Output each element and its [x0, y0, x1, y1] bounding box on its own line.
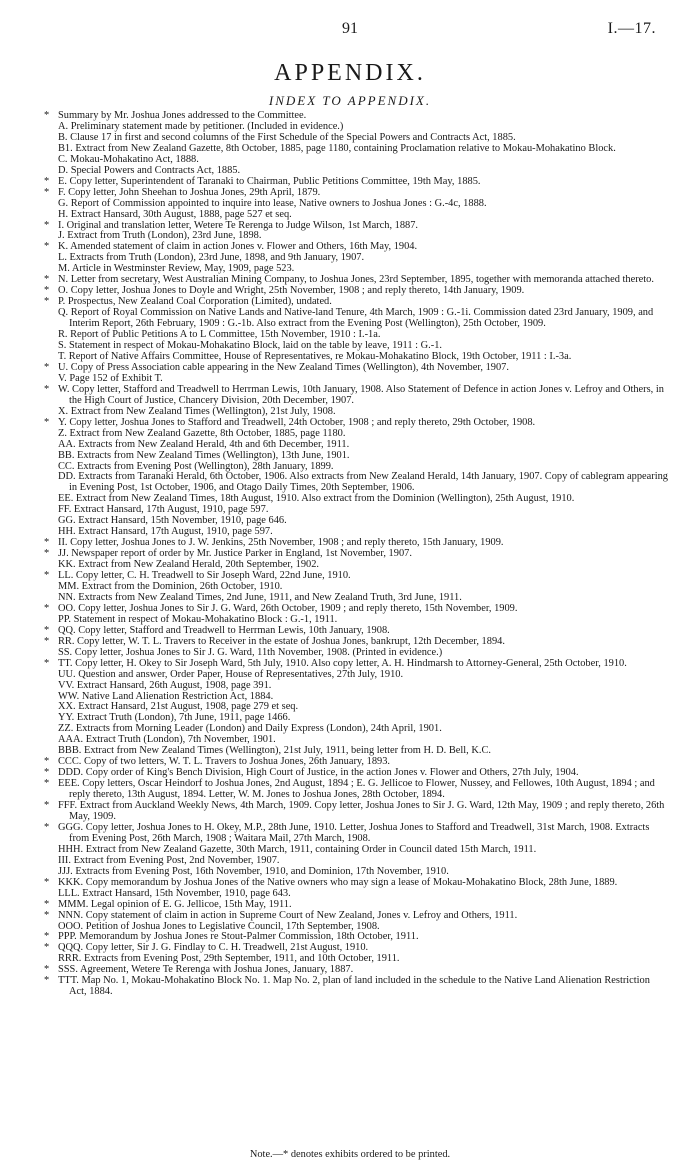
- entry-text: RR. Copy letter, W. T. L. Travers to Receiver in the estate of Joshua Jones, bankrupt, 12th December, 1894.: [58, 635, 505, 647]
- entry-text: CC. Extracts from Evening Post (Wellington), 28th January, 1899.: [58, 460, 334, 472]
- entry-text: FF. Extract Hansard, 17th August, 1910, page 597.: [58, 504, 269, 516]
- print-marker: *: [44, 821, 50, 833]
- entry-text: GGG. Copy letter, Joshua Jones to H. Okey, M.P., 28th June, 1910. Letter, Joshua Jones to Stafford and Treadwell, 31st March, 1908. Extracts from Evening Post, 26th March, 1908 ; Waitara Mail, 27th March, 1908.: [58, 821, 650, 844]
- entry-text: HHH. Extract from New Zealand Gazette, 30th March, 1911, containing Order in Council dated 15th March, 1911.: [58, 843, 537, 855]
- entry-text: R. Report of Public Petitions A to L Committee, 15th November, 1910 : I.-1a.: [58, 329, 381, 341]
- entry-text: ZZ. Extracts from Morning Leader (London) and Daily Express (London), 24th April, 1901.: [58, 723, 442, 735]
- print-marker: *: [44, 537, 50, 549]
- entry-text: RRR. Extracts from Evening Post, 29th September, 1911, and 10th October, 1911.: [58, 953, 400, 965]
- entry-text: AAA. Extract Truth (London), 7th November, 1901.: [58, 734, 276, 746]
- print-marker: *: [44, 186, 50, 198]
- entry-text: II. Copy letter, Joshua Jones to J. W. Jenkins, 25th November, 1908 ; and reply thereto, 15th January, 1909.: [58, 537, 504, 549]
- index-entry: [58, 308, 668, 330]
- print-marker: *: [44, 931, 50, 943]
- print-marker: *: [44, 241, 50, 253]
- entry-text: CCC. Copy of two letters, W. T. L. Travers to Joshua Jones, 26th January, 1893.: [58, 756, 391, 768]
- print-marker: *: [44, 975, 50, 987]
- entry-text: V. Page 152 of Exhibit T.: [58, 372, 163, 384]
- print-marker: *: [44, 624, 50, 636]
- entry-text: OO. Copy letter, Joshua Jones to Sir J. G. Ward, 26th October, 1909 ; and reply thereto, 15th November, 1909.: [58, 602, 518, 614]
- footnote: Note.—* denotes exhibits ordered to be printed.: [249, 1149, 451, 1160]
- entry-text: LLL. Extract Hansard, 15th November, 1910, page 643.: [58, 887, 291, 899]
- page-title: APPENDIX.: [274, 60, 426, 86]
- entry-text: N. Letter from secretary, West Australian Mining Company, to Joshua Jones, 23rd September, 1895, together with memoranda attached thereto.: [58, 274, 654, 286]
- entry-text: TTT. Map No. 1, Mokau-Mohakatino Block No. 1. Map No. 2, plan of land included in the schedule to the Native Land Alienation Restriction Act, 1884.: [58, 975, 650, 998]
- entry-text: VV. Extract Hansard, 26th August, 1908, page 391.: [58, 679, 272, 691]
- entry-text: M. Article in Westminster Review, May, 1909, page 523.: [58, 263, 295, 275]
- print-marker: *: [44, 274, 50, 286]
- entry-text: YY. Extract Truth (London), 7th June, 1911, page 1466.: [58, 712, 291, 724]
- entry-text: O. Copy letter, Joshua Jones to Doyle and Wright, 25th November, 1908 ; and reply thereto, 14th January, 1909.: [58, 285, 525, 297]
- entry-text: TT. Copy letter, H. Okey to Sir Joseph Ward, 5th July, 1910. Also copy letter, A. H. Hindmarsh to Attorney-General, 25th October, 1910.: [58, 657, 627, 669]
- entry-text: D. Special Powers and Contracts Act, 1885.: [58, 164, 241, 176]
- entry-text: X. Extract from New Zealand Times (Wellington), 21st July, 1908.: [58, 405, 336, 417]
- print-marker: *: [44, 964, 50, 976]
- print-marker: *: [44, 778, 50, 790]
- print-marker: *: [44, 876, 50, 888]
- entry-text: JJJ. Extracts from Evening Post, 16th November, 1910, and Dominion, 17th November, 1910.: [58, 865, 449, 877]
- entry-text: B. Clause 17 in first and second columns of the First Schedule of the Special Powers and Contracts Act, 1885.: [58, 131, 516, 143]
- entry-text: T. Report of Native Affairs Committee, House of Representatives, re Mokau-Mohakatino Block, 19th October, 1911 : I.-3a.: [58, 350, 572, 362]
- print-marker: *: [44, 110, 50, 121]
- entry-text: NNN. Copy statement of claim in action in Supreme Court of New Zealand, Jones v. Lefroy and Others, 1911.: [58, 909, 518, 921]
- page-number: 91: [342, 20, 358, 37]
- entry-text: GG. Extract Hansard, 15th November, 1910, page 646.: [58, 515, 287, 527]
- print-marker: *: [44, 657, 50, 669]
- entry-text: P. Prospectus, New Zealand Coal Corporation (Limited), undated.: [58, 296, 332, 308]
- entry-text: U. Copy of Press Association cable appearing in the New Zealand Times (Wellington), 4th November, 1907.: [58, 361, 509, 373]
- entry-text: I. Original and translation letter, Wetere Te Rerenga to Judge Wilson, 1st March, 1887.: [58, 219, 419, 231]
- entry-text: DDD. Copy order of King's Bench Division, High Court of Justice, in the action Jones v. Flower and Others, 27th July, 1904.: [58, 767, 579, 779]
- entry-text: KKK. Copy memorandum by Joshua Jones of the Native owners who may sign a lease of Mokau-Mohakatino Block, 28th June, 1889.: [58, 876, 618, 888]
- print-marker: *: [44, 219, 50, 231]
- print-marker: *: [44, 898, 50, 910]
- index-entry: [44, 821, 668, 845]
- entry-text: H. Extract Hansard, 30th August, 1888, page 527 et seq.: [58, 208, 292, 220]
- print-marker: *: [44, 548, 50, 560]
- entry-text: L. Extracts from Truth (London), 23rd June, 1898, and 9th January, 1907.: [58, 252, 365, 264]
- entry-text: SS. Copy letter, Joshua Jones to Sir J. G. Ward, 11th November, 1908. (Printed in evidence.): [58, 646, 443, 658]
- entry-text: AA. Extracts from New Zealand Herald, 4th and 6th December, 1911.: [58, 438, 350, 450]
- index-list: [44, 110, 668, 998]
- index-entry: [44, 800, 668, 823]
- print-marker: *: [44, 942, 50, 954]
- entry-text: KK. Extract from New Zealand Herald, 20th September, 1902.: [58, 559, 319, 571]
- print-marker: *: [44, 383, 50, 395]
- entry-text: F. Copy letter, John Sheehan to Joshua Jones, 29th April, 1879.: [58, 186, 321, 198]
- entry-text: EE. Extract from New Zealand Times, 18th August, 1910. Also extract from the Dominion (Wellington), 25th August, 1910.: [58, 493, 575, 505]
- print-marker: *: [44, 296, 50, 308]
- print-marker: *: [44, 285, 50, 297]
- entry-text: W. Copy letter, Stafford and Treadwell to Herrman Lewis, 10th January, 1908. Also Statement of Defence in action Jones v. Lefroy and Others, in the High Court of Justice, Chancery Division, 20th December, 1907.: [58, 383, 664, 406]
- entry-text: J. Extract from Truth (London), 23rd June, 1898.: [58, 230, 262, 242]
- entry-text: Q. Report of Royal Commission on Native Lands and Native-land Tenure, 4th March, 1909 : G.-1i. Commission dated 23rd January, 1909, and Interim Report, 26th February, 1909 : G.-1b. Also extract from the Evening Post (Wellington), 25th October, 1909.: [58, 307, 654, 330]
- index-entry: [44, 383, 668, 407]
- index-entry: [58, 472, 668, 494]
- print-marker: *: [44, 570, 50, 582]
- entry-text: PPP. Memorandum by Joshua Jones re Stout-Palmer Commission, 18th October, 1911.: [58, 931, 419, 943]
- entry-text: E. Copy letter, Superintendent of Taranaki to Chairman, Public Petitions Committee, 19th May, 1885.: [58, 175, 481, 187]
- print-marker: *: [44, 635, 50, 647]
- entry-text: MM. Extract from the Dominion, 26th October, 1910.: [58, 580, 283, 592]
- print-marker: *: [44, 175, 50, 187]
- entry-text: NN. Extracts from New Zealand Times, 2nd June, 1911, and New Zealand Truth, 3rd June, 1911.: [58, 591, 462, 603]
- print-marker: *: [44, 767, 50, 779]
- print-marker: *: [44, 909, 50, 921]
- entry-text: K. Amended statement of claim in action Jones v. Flower and Others, 16th May, 1904.: [58, 241, 418, 253]
- entry-text: B1. Extract from New Zealand Gazette, 8th October, 1885, page 1180, containing Proclamation relative to Mokau-Mohakatino Block.: [58, 142, 616, 154]
- entry-text: S. Statement in respect of Mokau-Mohakatino Block, laid on the table by leave, 1911 : G.-1.: [58, 340, 442, 352]
- index-subtitle: INDEX TO APPENDIX.: [268, 93, 432, 108]
- entry-text: SSS. Agreement, Wetere Te Rerenga with Joshua Jones, January, 1887.: [58, 964, 354, 976]
- entry-text: QQQ. Copy letter, Sir J. G. Findlay to C. H. Treadwell, 21st August, 1910.: [58, 942, 369, 954]
- entry-text: HH. Extract Hansard, 17th August, 1910, page 597.: [58, 526, 273, 538]
- entry-text: WW. Native Land Alienation Restriction Act, 1884.: [58, 690, 274, 702]
- print-marker: *: [44, 756, 50, 768]
- entry-text: QQ. Copy letter, Stafford and Treadwell to Herrman Lewis, 10th January, 1908.: [58, 624, 390, 636]
- print-marker: *: [44, 602, 50, 614]
- entry-text: BB. Extracts from New Zealand Times (Wellington), 13th June, 1901.: [58, 449, 350, 461]
- entry-text: C. Mokau-Mohakatino Act, 1888.: [58, 153, 199, 165]
- entry-text: MMM. Legal opinion of E. G. Jellicoe, 15th May, 1911.: [58, 898, 292, 910]
- entry-text: G. Report of Commission appointed to inquire into lease, Native owners to Joshua Jones : G.-4c, 1888.: [58, 197, 487, 209]
- print-marker: *: [44, 361, 50, 373]
- entry-text: EEE. Copy letters, Oscar Heindorf to Joshua Jones, 2nd August, 1894 ; E. G. Jellicoe to Flower, Nussey, and Fellowes, 10th August, 1894 ; and reply thereto, 13th August, 1894. Letter, W. M. Jones to Joshua Jones, 28th October, 1894.: [58, 778, 655, 801]
- entry-text: PP. Statement in respect of Mokau-Mohakatino Block : G.-1, 1911.: [58, 613, 338, 625]
- entry-text: JJ. Newspaper report of order by Mr. Justice Parker in England, 1st November, 1907.: [58, 548, 412, 560]
- entry-text: III. Extract from Evening Post, 2nd November, 1907.: [58, 854, 280, 866]
- entry-text: A. Preliminary statement made by petitioner. (Included in evidence.): [58, 120, 344, 132]
- entry-text: FFF. Extract from Auckland Weekly News, 4th March, 1909. Copy letter, Joshua Jones to Sir J. G. Ward, 12th May, 1909 ; and reply thereto, 26th May, 1909.: [58, 800, 665, 822]
- index-entry: [44, 975, 668, 998]
- entry-text: UU. Question and answer, Order Paper, House of Representatives, 27th July, 1910.: [58, 668, 404, 680]
- entry-text: Z. Extract from New Zealand Gazette, 8th October, 1885, page 1180.: [58, 427, 346, 439]
- entry-text: XX. Extract Hansard, 21st August, 1908, page 279 et seq.: [58, 701, 299, 713]
- print-marker: *: [44, 800, 50, 812]
- print-marker: *: [44, 416, 50, 428]
- entry-text: LL. Copy letter, C. H. Treadwell to Sir Joseph Ward, 22nd June, 1910.: [58, 570, 351, 582]
- paper-reference: I.—17.: [607, 20, 656, 37]
- entry-text: Summary by Mr. Joshua Jones addressed to the Committee.: [58, 110, 307, 121]
- entry-text: OOO. Petition of Joshua Jones to Legislative Council, 17th September, 1908.: [58, 920, 380, 932]
- entry-text: DD. Extracts from Taranaki Herald, 6th October, 1906. Also extracts from New Zealand Herald, 14th January, 1907. Copy of cablegram appearing in Evening Post, 1st October, 1906, and Otago Daily Times, 20th September, 1906.: [58, 471, 668, 494]
- entry-text: BBB. Extract from New Zealand Times (Wellington), 21st July, 1911, being letter from H. D. Bell, K.C.: [58, 745, 492, 757]
- index-entry: [44, 778, 668, 801]
- entry-text: Y. Copy letter, Joshua Jones to Stafford and Treadwell, 24th October, 1908 ; and reply thereto, 29th October, 1908.: [58, 416, 536, 428]
